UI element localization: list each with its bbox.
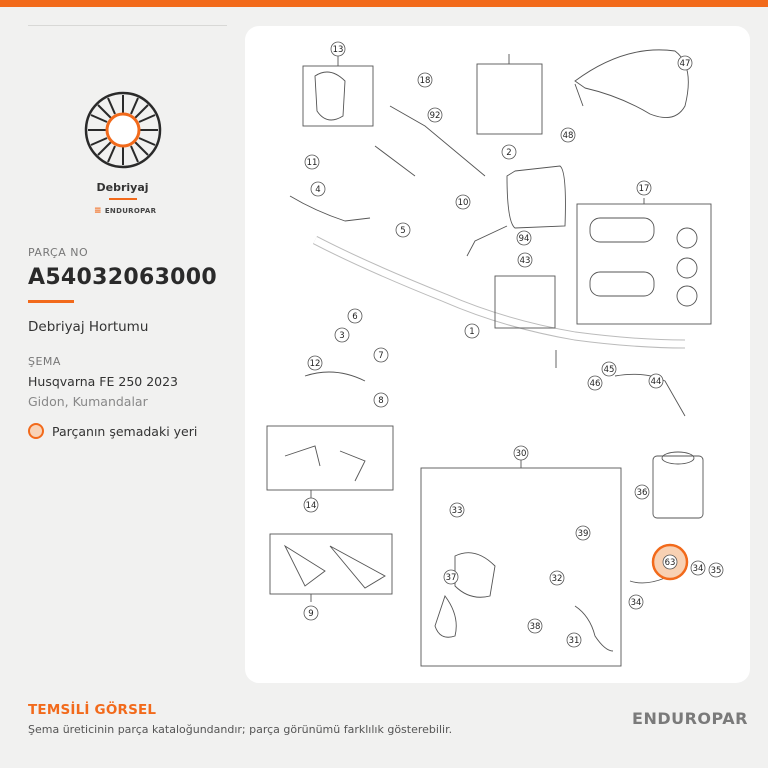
callout-13: 13 (332, 45, 344, 55)
callout-39: 39 (577, 529, 589, 539)
callout-46: 46 (589, 379, 601, 389)
brand-logo (94, 206, 156, 216)
callout-6: 6 (352, 312, 358, 322)
callout-47: 47 (679, 59, 691, 69)
callout-43: 43 (519, 256, 531, 266)
callout-48: 48 (562, 131, 574, 141)
category-underline (109, 198, 137, 200)
divider (28, 25, 227, 26)
callout-2: 2 (506, 148, 512, 158)
callout-38: 38 (529, 622, 541, 632)
callout-37: 37 (445, 573, 457, 583)
callout-1: 1 (469, 327, 475, 337)
callout-3: 3 (339, 331, 345, 341)
top-accent-bar (0, 0, 768, 7)
callout-44: 44 (650, 377, 662, 387)
callout-10: 10 (457, 198, 469, 208)
callout-35: 35 (710, 566, 722, 576)
diagram-drawing (245, 26, 750, 683)
callout-33: 33 (451, 506, 463, 516)
callout-30: 30 (515, 449, 527, 459)
callout-36: 36 (636, 488, 648, 498)
part-number: A54032063000 (28, 265, 218, 290)
callout-17: 17 (638, 184, 650, 194)
logo-mark-icon: ≡ (94, 206, 102, 216)
callout-32: 32 (551, 574, 563, 584)
callout-34-lower: 34 (630, 598, 642, 608)
callout-8: 8 (378, 396, 384, 406)
callout-5: 5 (400, 226, 406, 236)
footer-brand: ENDUROPAR (632, 709, 748, 728)
schema-model: Husqvarna FE 250 2023 (28, 374, 179, 389)
part-number-label: PARÇA NO (28, 246, 89, 259)
callout-7: 7 (378, 351, 384, 361)
part-name: Debriyaj Hortumu (28, 319, 149, 335)
category-name: Debriyaj (96, 181, 149, 194)
footer-title: TEMSİLİ GÖRSEL (28, 702, 157, 718)
callout-9: 9 (308, 609, 314, 619)
callout-34: 34 (692, 564, 704, 574)
clutch-icon (84, 91, 162, 169)
callout-11: 11 (306, 158, 318, 168)
callout-45: 45 (603, 365, 615, 375)
part-number-rule (28, 300, 74, 303)
callout-14: 14 (305, 501, 317, 511)
callout-12: 12 (309, 359, 321, 369)
sidebar (0, 7, 245, 687)
legend (28, 423, 197, 439)
callout-4: 4 (315, 185, 321, 195)
parts-diagram (245, 26, 750, 683)
callout-94: 94 (518, 234, 530, 244)
callout-92: 92 (429, 111, 441, 121)
schema-section: Gidon, Kumandalar (28, 394, 148, 409)
callout-31: 31 (568, 636, 580, 646)
footer-note: Şema üreticinin parça kataloğundandır; parça görünümü farklılık gösterebilir. (28, 723, 453, 736)
logo-text: ENDUROPAR (104, 207, 157, 215)
highlight-marker-icon (28, 423, 44, 439)
legend-text: Parçanın şemadaki yeri (52, 423, 198, 439)
callout-63: 63 (664, 558, 676, 568)
callout-18: 18 (419, 76, 431, 86)
schema-label: ŞEMA (28, 355, 61, 368)
